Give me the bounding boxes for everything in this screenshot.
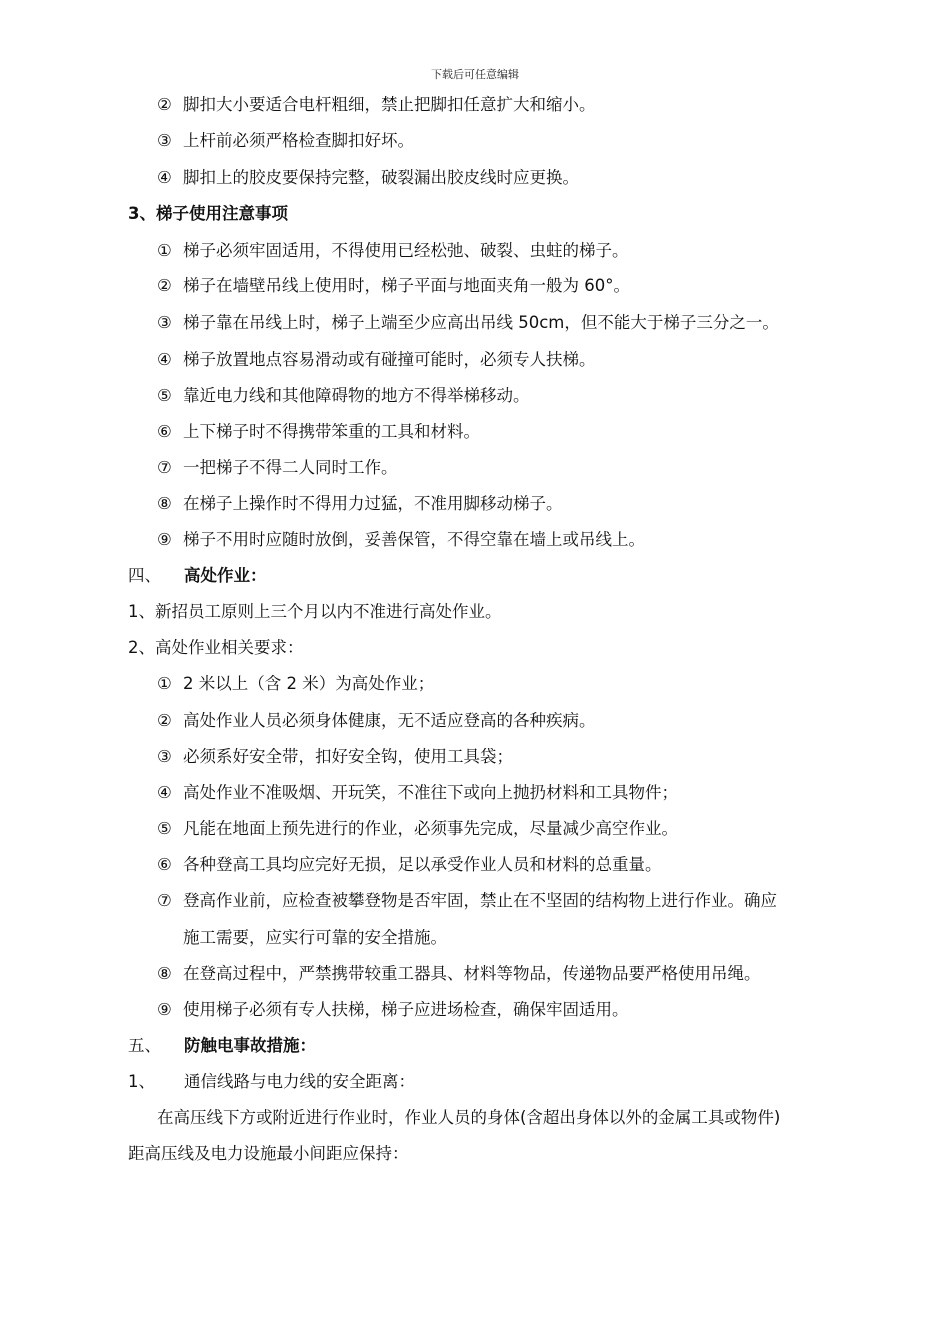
list-item [157,240,629,262]
item-number: ⑥ [157,855,172,874]
section-number: 四、 [128,566,161,585]
item-number: ④ [157,350,172,369]
section-heading [128,565,267,587]
list-item [157,349,596,371]
section-title: 防触电事故措施： [184,1036,316,1055]
item-text: 必须系好安全带，扣好安全钩，使用工具袋； [183,747,513,766]
section-heading [128,1035,316,1057]
subsection-heading [128,1071,415,1093]
item-number: ② [157,276,172,295]
list-item [157,167,579,189]
item-continuation: 施工需要，应实行可靠的安全措施。 [183,928,447,947]
item-number: ⑨ [157,530,172,549]
item-number: ② [157,711,172,730]
list-item [157,94,596,116]
item-number: ⑤ [157,819,172,838]
list-item [157,673,434,695]
section-title: 高处作业： [184,566,267,585]
item-text: 梯子不用时应随时放倒，妥善保管，不得空靠在墙上或吊线上。 [183,530,645,549]
list-item [157,782,678,804]
list-item [157,493,563,515]
item-number: ③ [157,747,172,766]
item-text: 在梯子上操作时不得用力过猛，不准用脚移动梯子。 [183,494,563,513]
item-text: 脚扣大小要适合电杆粗细，禁止把脚扣任意扩大和缩小。 [183,95,596,114]
item-text: 登高作业前，应检查被攀登物是否牢固，禁止在不坚固的结构物上进行作业。确应 [183,891,777,910]
item-text: 2 米以上（含 2 米）为高处作业； [183,674,435,693]
item-text: 脚扣上的胶皮要保持完整，破裂漏出胶皮线时应更换。 [183,168,579,187]
paragraph: 在高压线下方或附近进行作业时，作业人员的身体(含超出身体以外的金属工具或物件) [157,1108,781,1127]
list-item [157,963,761,985]
subsection-number: 1、 [128,1072,155,1091]
list-item [157,890,777,912]
item-number: ④ [157,168,172,187]
item-number: ③ [157,131,172,150]
paragraph: 1、新招员工原则上三个月以内不准进行高处作业。 [128,602,502,621]
item-text: 梯子靠在吊线上时，梯子上端至少应高出吊线 50cm，但不能大于梯子三分之一。 [183,313,779,332]
item-text: 高处作业不准吸烟、开玩笑，不准往下或向上抛扔材料和工具物件； [183,783,678,802]
section-number: 五、 [128,1036,161,1055]
paragraph: 距高压线及电力设施最小间距应保持： [128,1144,409,1163]
item-text: 高处作业人员必须身体健康，无不适应登高的各种疾病。 [183,711,596,730]
item-number: ⑧ [157,964,172,983]
item-number: ⑥ [157,422,172,441]
item-text: 凡能在地面上预先进行的作业，必须事先完成，尽量减少高空作业。 [183,819,678,838]
item-number: ① [157,241,172,260]
list-item [157,999,629,1021]
paragraph: 2、高处作业相关要求： [128,638,304,657]
item-number: ④ [157,783,172,802]
item-text: 在登高过程中，严禁携带较重工器具、材料等物品，传递物品要严格使用吊绳。 [183,964,761,983]
list-item [157,312,779,334]
item-number: ② [157,95,172,114]
list-item [157,457,398,479]
section-heading: 3、梯子使用注意事项 [128,204,288,223]
list-item [157,710,596,732]
page-header: 下载后可任意编辑 [431,68,519,81]
list-item [157,818,678,840]
item-number: ⑤ [157,386,172,405]
item-text: 靠近电力线和其他障碍物的地方不得举梯移动。 [183,386,530,405]
item-text: 上杆前必须严格检查脚扣好坏。 [183,131,414,150]
list-item [157,275,630,297]
list-item [157,746,513,768]
item-number: ⑧ [157,494,172,513]
list-item [157,854,662,876]
item-number: ③ [157,313,172,332]
item-text: 梯子在墙壁吊线上使用时，梯子平面与地面夹角一般为 60°。 [183,276,630,295]
list-item [157,130,414,152]
list-item [157,529,645,551]
item-number: ⑦ [157,458,172,477]
item-text: 上下梯子时不得携带笨重的工具和材料。 [183,422,480,441]
subsection-title: 通信线路与电力线的安全距离： [184,1072,415,1091]
item-number: ⑦ [157,891,172,910]
item-text: 梯子必须牢固适用，不得使用已经松弛、破裂、虫蛀的梯子。 [183,241,629,260]
list-item [157,421,480,443]
item-number: ① [157,674,172,693]
item-text: 梯子放置地点容易滑动或有碰撞可能时，必须专人扶梯。 [183,350,596,369]
list-item [157,385,530,407]
item-number: ⑨ [157,1000,172,1019]
item-text: 各种登高工具均应完好无损，足以承受作业人员和材料的总重量。 [183,855,662,874]
item-text: 使用梯子必须有专人扶梯，梯子应进场检查，确保牢固适用。 [183,1000,629,1019]
item-text: 一把梯子不得二人同时工作。 [183,458,398,477]
